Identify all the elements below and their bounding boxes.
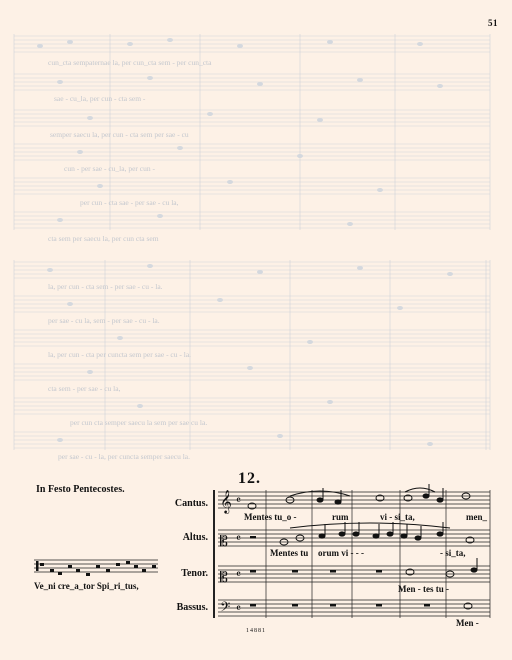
voice-label-altus: Altus. (182, 532, 208, 543)
cantus-lyric: Mentes tu_o - (244, 512, 297, 522)
svg-text:𝄡: 𝄡 (220, 534, 228, 550)
svg-text:𝄴: 𝄴 (236, 532, 241, 545)
faded-lyric-line: per sae - cu - la, per cuncta semper saecu la. (58, 452, 191, 461)
cantus-lyric: rum (332, 512, 349, 522)
rests (250, 536, 430, 607)
svg-text:𝄞: 𝄞 (220, 489, 232, 513)
chant-neumes (36, 561, 156, 576)
faded-lyric-line: cta sem - per sae - cu la, (48, 384, 121, 393)
cantus-lyric: vi - si_ta, (380, 512, 415, 522)
svg-text:𝄴: 𝄴 (236, 602, 241, 615)
faded-lyric-line: cta sem per saecu la, per cun cta sem (48, 234, 159, 243)
faded-lyric-line: semper saecu la, per cun - cta sem per sae - cu (50, 130, 189, 139)
feast-heading: In Festo Pentecostes. (36, 484, 125, 495)
altus-lyric: Mentes tu (270, 548, 309, 558)
altus-lyric: orum vi - - - (318, 548, 364, 558)
plate-number: 14881 (246, 628, 266, 634)
svg-text:𝄡: 𝄡 (220, 570, 228, 586)
cantus-notes (248, 484, 470, 509)
altus-lyric: - si_ta, (440, 548, 466, 558)
svg-text:𝄢: 𝄢 (220, 599, 231, 618)
faded-lyric-line: per sae - cu la, sem - per sae - cu - la. (48, 316, 160, 325)
page-number: 51 (488, 18, 498, 28)
voice-label-tenor: Tenor. (181, 568, 208, 579)
faded-lyric-line: sae - cu_la, per cun - cta sem - (54, 94, 146, 103)
faded-lyric-line: per cun - cta sae - per sae - cu la, (80, 198, 179, 207)
svg-text:𝄴: 𝄴 (236, 568, 241, 581)
altus-notes (280, 522, 474, 545)
voice-label-cantus: Cantus. (174, 498, 208, 509)
piece-number: 12. (238, 470, 261, 487)
tenor-lyric: Men - tes tu - (398, 584, 449, 594)
voice-label-bassus: Bassus. (176, 602, 208, 613)
faded-lyric-line: la, per cun - cta sem - per sae - cu - la. (48, 282, 163, 291)
faded-lyric-line: la, per cun - cta per cuncta sem per sae - cu - la. (48, 350, 192, 359)
faded-lyric-line: cun - per sae - cu_la, per cun - (64, 164, 155, 173)
faded-lyric-line: per cun cta semper saecu la sem per sae cu la. (70, 418, 208, 427)
svg-text:𝄴: 𝄴 (236, 494, 241, 507)
bassus-lyric: Men - (456, 618, 479, 628)
chant-incipit-text: Ve_ni cre_a_tor Spi_ri_tus, (34, 581, 139, 591)
faded-lyric-line: cun_cta sempaternae la, per cun_cta sem - per cun_cta (48, 58, 212, 67)
cantus-lyric: men_ (466, 512, 487, 522)
